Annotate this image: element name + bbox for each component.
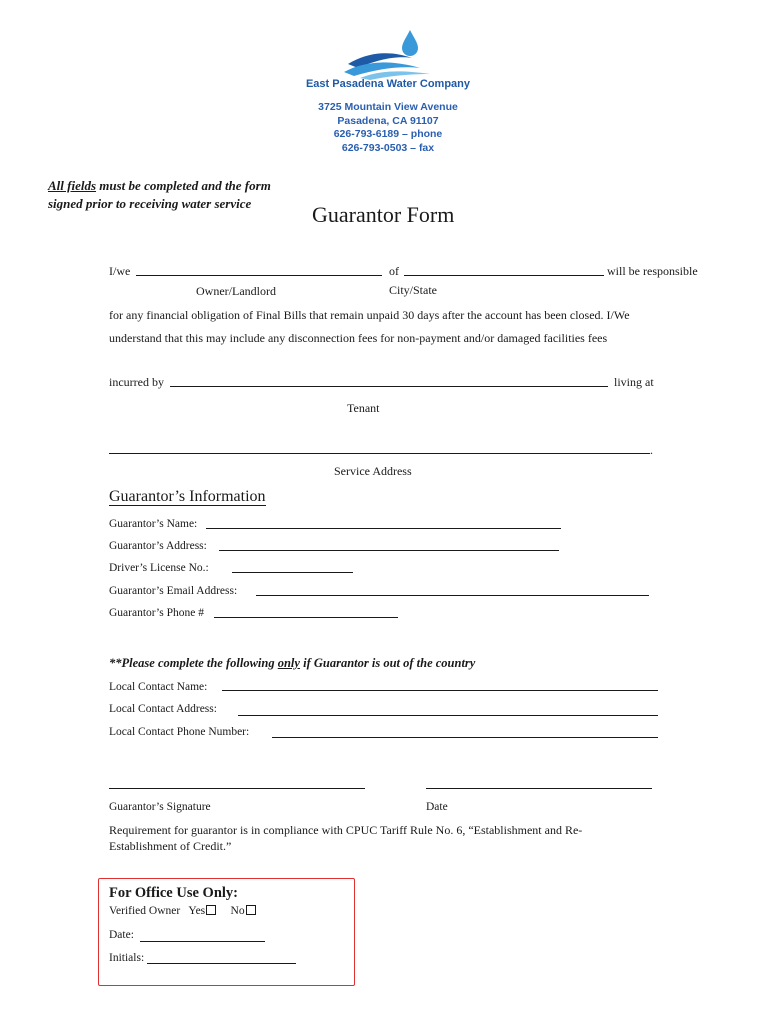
yes-label: Yes [188, 905, 206, 917]
incurred-label: incurred by [109, 375, 164, 389]
iwe-label: I/we [109, 264, 131, 278]
guarantor-name-field[interactable] [206, 528, 561, 529]
company-name: East Pasadena Water Company [305, 78, 471, 90]
local-name-label: Local Contact Name: [109, 681, 208, 693]
license-field[interactable] [232, 572, 353, 573]
country-note-prefix: **Please complete the following [109, 656, 278, 670]
phone-label: Guarantor’s Phone # [109, 607, 204, 619]
country-note [109, 656, 475, 671]
local-address-label: Local Contact Address: [109, 703, 217, 715]
office-initials-field[interactable] [147, 963, 296, 964]
guarantor-address-field[interactable] [219, 550, 559, 551]
date-label: Date [426, 801, 448, 813]
signature-label: Guarantor’s Signature [109, 801, 211, 813]
city-field[interactable] [404, 275, 604, 276]
no-label: No [230, 905, 245, 917]
email-label: Guarantor’s Email Address: [109, 585, 238, 597]
requirement-line2: Establishment of Credit.” [109, 839, 232, 853]
paragraph-line1: for any financial obligation of Final Bills that remain unpaid 30 days after the account has been closed. I/We [109, 308, 630, 322]
page-title: Guarantor Form [312, 202, 455, 227]
tenant-caption: Tenant [347, 401, 380, 415]
local-address-field[interactable] [238, 715, 658, 716]
verified-owner-label: Verified Owner [109, 905, 181, 917]
no-checkbox[interactable] [246, 905, 256, 915]
address-line2: Pasadena, CA 91107 [337, 114, 439, 127]
signature-field[interactable] [109, 788, 365, 789]
office-date-label: Date: [109, 929, 134, 941]
office-heading: For Office Use Only: [109, 885, 238, 901]
notice [48, 177, 271, 213]
local-phone-field[interactable] [272, 737, 658, 738]
living-at-label: living at [614, 375, 654, 389]
local-name-field[interactable] [222, 690, 658, 691]
date-field[interactable] [426, 788, 652, 789]
fax-line: 626-793-0503 – fax [341, 141, 435, 154]
guarantor-heading-text: Guarantor’s Information [109, 488, 266, 505]
address-line1: 3725 Mountain View Avenue [318, 101, 458, 113]
notice-emph: All fields [48, 178, 97, 193]
owner-field[interactable] [136, 275, 382, 276]
company-logo [340, 28, 440, 80]
owner-caption: Owner/Landlord [196, 284, 276, 298]
company-address [280, 101, 496, 155]
office-date-field[interactable] [140, 941, 265, 942]
service-address-field[interactable] [109, 453, 650, 454]
license-label: Driver’s License No.: [109, 562, 209, 574]
phone-line: 626-793-6189 – phone [333, 128, 443, 140]
notice-line1: must be completed and the form [96, 178, 271, 193]
paragraph-line2: understand that this may include any disconnection fees for non-payment and/or damaged facilities fees [109, 331, 608, 345]
of-label: of [389, 264, 399, 278]
local-phone-label: Local Contact Phone Number: [109, 726, 250, 738]
guarantor-address-label: Guarantor’s Address: [109, 540, 207, 552]
responsible-label: will be responsible [607, 264, 698, 278]
email-field[interactable] [256, 595, 649, 596]
country-note-only: only [277, 656, 300, 670]
notice-line2: signed prior to receiving water service [48, 196, 252, 211]
city-caption: City/State [389, 283, 437, 297]
phone-field[interactable] [214, 617, 398, 618]
guarantor-name-label: Guarantor’s Name: [109, 518, 198, 530]
country-note-suffix: if Guarantor is out of the country [299, 656, 476, 670]
verified-owner-row [109, 905, 256, 917]
tenant-field[interactable] [170, 386, 608, 387]
requirement-line1: Requirement for guarantor is in compliance with CPUC Tariff Rule No. 6, “Establishment and Re- [109, 823, 583, 837]
guarantor-heading [109, 488, 266, 506]
yes-checkbox[interactable] [206, 905, 216, 915]
address-period: . [650, 443, 653, 457]
office-initials-label: Initials: [109, 952, 145, 964]
service-address-caption: Service Address [334, 464, 412, 478]
